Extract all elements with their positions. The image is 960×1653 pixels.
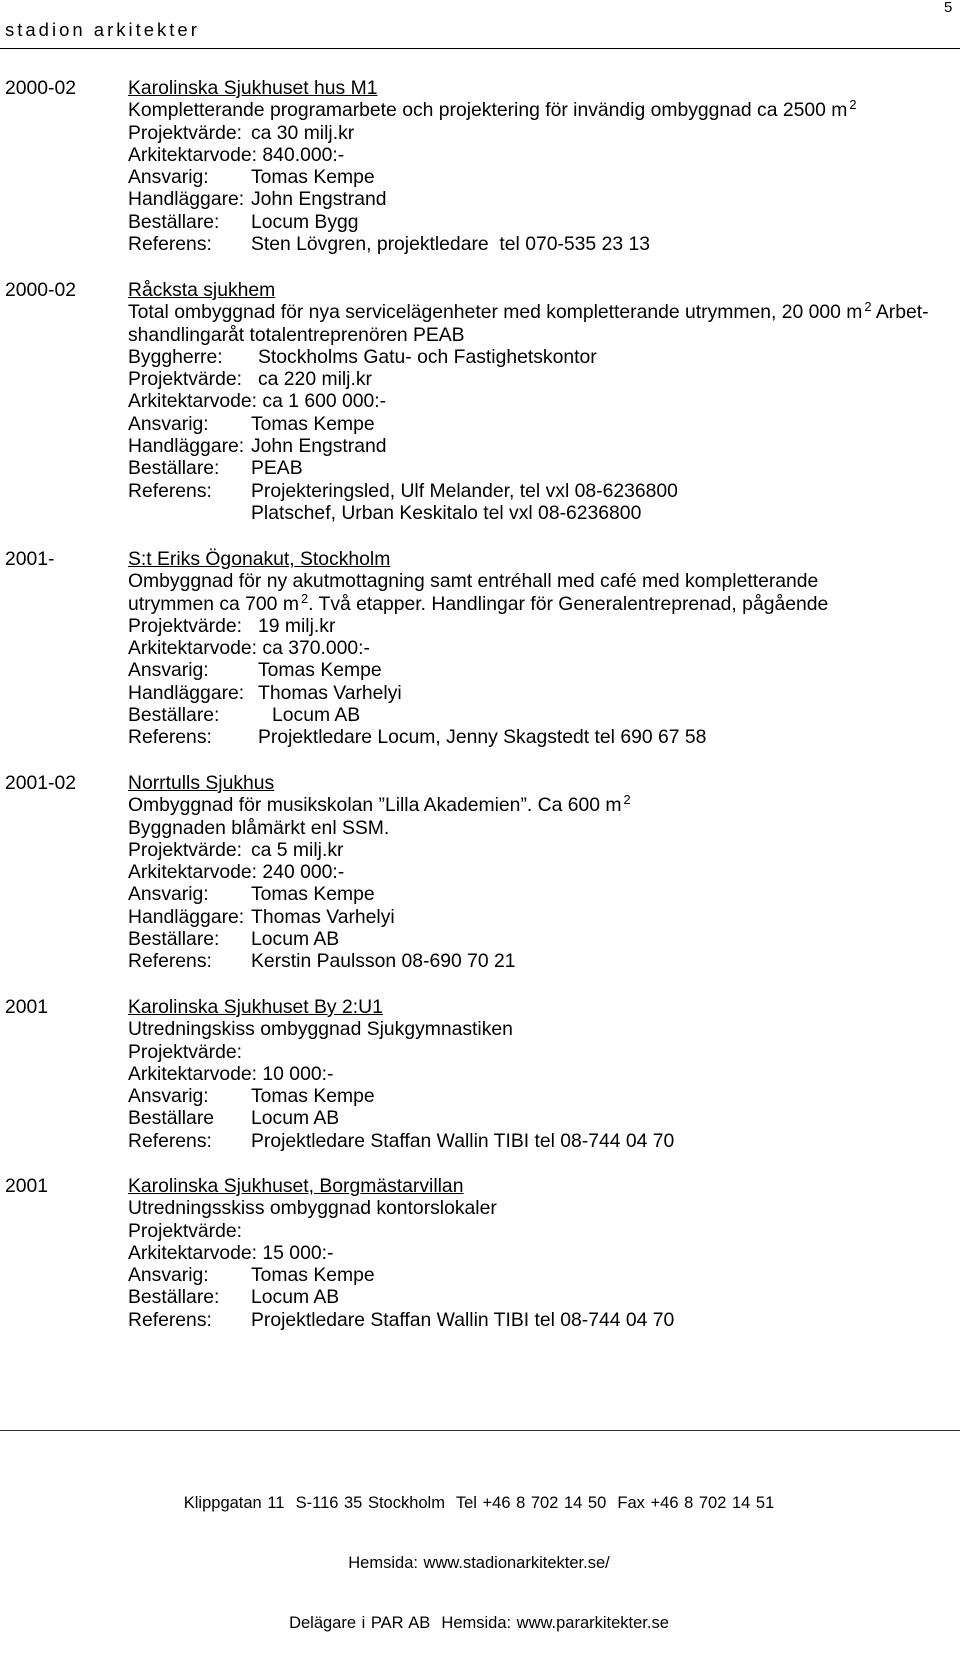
handlaggare-row <box>128 188 960 210</box>
superscript: 2 <box>300 590 309 606</box>
handlaggare-label: Handläggare: <box>128 681 245 704</box>
referens-value: Platschef, Urban Keskitalo tel vxl 08-6236800 <box>251 501 642 524</box>
footer-partner: Delägare i PAR AB Hemsida: www.pararkitekter.se <box>289 1614 669 1632</box>
description-line <box>128 590 960 615</box>
description-text: Byggnaden blåmärkt enl SSM. <box>128 816 390 839</box>
handlaggare-row <box>128 906 960 928</box>
bestallare-value: Locum AB <box>251 1286 340 1309</box>
arkitektarvode-row <box>128 637 960 659</box>
project-title: S:t Eriks Ögonakut, Stockholm <box>128 548 391 570</box>
description-text: Kompletterande programarbete och projektering för invändig ombyggnad ca 2500 m <box>128 99 848 122</box>
arkitektarvode-label: Arkitektarvode: <box>128 1062 258 1085</box>
superscript: 2 <box>623 792 631 808</box>
ansvarig-label: Ansvarig: <box>128 1085 209 1108</box>
ansvarig-label: Ansvarig: <box>128 659 209 682</box>
arkitektarvode-value: ca 1 600 000:- <box>262 390 387 413</box>
referens-value: Projektledare Staffan Wallin TIBI tel 08-744 04 70 <box>251 1129 675 1152</box>
footer-website: Hemsida: www.stadionarkitekter.se/ <box>348 1554 610 1572</box>
referens-row <box>128 233 960 255</box>
byggherre-row <box>128 346 960 368</box>
byggherre-value: Stockholms Gatu- och Fastighetskontor <box>258 345 597 368</box>
bestallare-label: Beställare <box>128 1107 215 1130</box>
projektvarde-row <box>128 615 960 637</box>
ansvarig-row <box>128 413 960 435</box>
description-line <box>128 570 960 592</box>
referens-row <box>128 480 960 502</box>
referens-continuation-row <box>128 502 960 524</box>
project-details <box>128 1175 960 1331</box>
ansvarig-label: Ansvarig: <box>128 883 209 906</box>
arkitektarvode-value: 840.000:- <box>262 143 345 166</box>
bestallare-label: Beställare: <box>128 704 220 727</box>
ansvarig-label: Ansvarig: <box>128 412 209 435</box>
byggherre-label: Byggherre: <box>128 345 223 368</box>
arkitektarvode-row <box>128 144 960 166</box>
arkitektarvode-value: ca 370.000:- <box>262 637 370 660</box>
footer <box>0 1453 958 1653</box>
arkitektarvode-row <box>128 861 960 883</box>
projektvarde-label: Projektvärde: <box>128 368 242 391</box>
ansvarig-row <box>128 659 960 681</box>
ansvarig-label: Ansvarig: <box>128 1264 209 1287</box>
projektvarde-label: Projektvärde: <box>128 1219 242 1242</box>
project-details <box>128 77 960 255</box>
referens-value: Projekteringsled, Ulf Melander, tel vxl 08-6236800 <box>251 479 678 502</box>
ansvarig-value: Tomas Kempe <box>251 883 375 906</box>
superscript: 2 <box>864 299 872 315</box>
projektvarde-value: ca 220 milj.kr <box>258 368 372 391</box>
projektvarde-value: 19 milj.kr <box>258 614 336 637</box>
projektvarde-row <box>128 122 960 144</box>
bestallare-row <box>128 928 960 950</box>
handlaggare-value: Thomas Varhelyi <box>258 681 402 704</box>
projektvarde-row <box>128 1220 960 1242</box>
description-line <box>128 1197 960 1219</box>
superscript: 2 <box>849 97 857 113</box>
footer-address: Klippgatan 11 S-116 35 Stockholm Tel +46 8 702 14 50 Fax +46 8 702 14 51 <box>183 1494 775 1512</box>
referens-value: Projektledare Staffan Wallin TIBI tel 08-744 04 70 <box>251 1308 675 1331</box>
projektvarde-value: ca 30 milj.kr <box>251 121 355 144</box>
ansvarig-value: Tomas Kempe <box>251 166 375 189</box>
projektvarde-label: Projektvärde: <box>128 614 242 637</box>
description-text-after: Arbet- <box>871 301 929 324</box>
referens-label: Referens: <box>128 726 212 749</box>
arkitektarvode-label: Arkitektarvode: <box>128 390 258 413</box>
handlaggare-value: John Engstrand <box>251 435 387 458</box>
ansvarig-row <box>128 883 960 905</box>
project-date: 2001 <box>5 996 49 1018</box>
project-date: 2001-02 <box>5 772 76 794</box>
ansvarig-value: Tomas Kempe <box>251 412 375 435</box>
projektvarde-label: Projektvärde: <box>128 1040 242 1063</box>
projektvarde-row <box>128 839 960 861</box>
arkitektarvode-label: Arkitektarvode: <box>128 637 258 660</box>
bestallare-label: Beställare: <box>128 1286 220 1309</box>
bestallare-value: Locum AB <box>251 928 340 951</box>
arkitektarvode-label: Arkitektarvode: <box>128 143 258 166</box>
firm-name: stadion arkitekter <box>5 19 200 40</box>
project-title: Råcksta sjukhem <box>128 279 276 301</box>
description-text: Ombyggnad för musikskolan ”Lilla Akademien”. Ca 600 m <box>128 794 622 817</box>
projektvarde-label: Projektvärde: <box>128 838 242 861</box>
bestallare-label: Beställare: <box>128 457 220 480</box>
project-title: Karolinska Sjukhuset By 2:U1 <box>128 996 383 1018</box>
bestallare-value: Locum AB <box>272 704 361 727</box>
project-details <box>128 996 960 1152</box>
arkitektarvode-row <box>128 1063 960 1085</box>
referens-row <box>128 726 960 748</box>
referens-row <box>128 1130 960 1152</box>
referens-value: Projektledare Locum, Jenny Skagstedt tel 690 67 58 <box>258 726 707 749</box>
handlaggare-label: Handläggare: <box>128 435 245 458</box>
handlaggare-value: John Engstrand <box>251 188 387 211</box>
project-title: Karolinska Sjukhuset hus M1 <box>128 77 378 99</box>
description-text: utrymmen ca 700 m <box>128 592 299 615</box>
description-text: Utredningskiss ombyggnad Sjukgymnastiken <box>128 1018 513 1041</box>
arkitektarvode-label: Arkitektarvode: <box>128 861 258 884</box>
handlaggare-row <box>128 682 960 704</box>
project-title: Norrtulls Sjukhus <box>128 772 275 794</box>
referens-label: Referens: <box>128 233 212 256</box>
description-text: Total ombyggnad för nya servicelägenheter med kompletterande utrymmen, 20 000 m <box>128 301 863 324</box>
bestallare-value: Locum AB <box>251 1107 340 1130</box>
referens-value: Sten Lövgren, projektledare tel 070-535 23 13 <box>251 233 650 256</box>
project-date: 2001- <box>5 548 55 570</box>
project-details <box>128 772 960 973</box>
projektvarde-value: ca 5 milj.kr <box>251 838 344 861</box>
bestallare-value: PEAB <box>251 457 303 480</box>
handlaggare-value: Thomas Varhelyi <box>251 905 395 928</box>
description-text: Utredningsskiss ombyggnad kontorslokaler <box>128 1197 497 1220</box>
ansvarig-value: Tomas Kempe <box>251 1264 375 1287</box>
description-line <box>128 99 960 121</box>
description-line <box>128 301 960 323</box>
bestallare-value: Locum Bygg <box>251 210 359 233</box>
bestallare-label: Beställare: <box>128 210 220 233</box>
project-title: Karolinska Sjukhuset, Borgmästarvillan <box>128 1175 464 1197</box>
page-number: 5 <box>944 0 953 16</box>
description-line <box>128 324 960 346</box>
arkitektarvode-value: 240 000:- <box>262 861 345 884</box>
description-line <box>128 794 960 816</box>
project-date: 2000-02 <box>5 279 76 301</box>
referens-label: Referens: <box>128 1129 212 1152</box>
description-text: Ombyggnad för ny akutmottagning samt entréhall med café med kompletterande <box>128 570 819 593</box>
referens-label: Referens: <box>128 950 212 973</box>
projektvarde-row <box>128 1041 960 1063</box>
referens-row <box>128 950 960 972</box>
referens-label: Referens: <box>128 1308 212 1331</box>
projektvarde-label: Projektvärde: <box>128 121 242 144</box>
bestallare-row <box>128 211 960 233</box>
bestallare-row <box>128 1286 960 1308</box>
referens-label: Referens: <box>128 479 212 502</box>
handlaggare-row <box>128 435 960 457</box>
referens-row <box>128 1309 960 1331</box>
referens-value: Kerstin Paulsson 08-690 70 21 <box>251 950 516 973</box>
header-rule <box>0 48 960 49</box>
bestallare-row <box>128 1107 960 1129</box>
ansvarig-row <box>128 166 960 188</box>
handlaggare-label: Handläggare: <box>128 188 245 211</box>
ansvarig-value: Tomas Kempe <box>258 659 382 682</box>
project-details <box>128 548 960 749</box>
ansvarig-label: Ansvarig: <box>128 166 209 189</box>
ansvarig-row <box>128 1085 960 1107</box>
bestallare-row <box>128 704 960 726</box>
description-line <box>128 817 960 839</box>
project-date: 2000-02 <box>5 77 76 99</box>
bestallare-label: Beställare: <box>128 928 220 951</box>
ansvarig-value: Tomas Kempe <box>251 1085 375 1108</box>
projektvarde-row <box>128 368 960 390</box>
arkitektarvode-value: 15 000:- <box>262 1241 334 1264</box>
footer-rule <box>0 1430 960 1431</box>
project-details <box>128 279 960 524</box>
description-text-after: . Två etapper. Handlingar för Generalentreprenad, pågående <box>308 592 829 615</box>
arkitektarvode-row <box>128 1242 960 1264</box>
ansvarig-row <box>128 1264 960 1286</box>
description-text: shandlingaråt totalentreprenören PEAB <box>128 323 465 346</box>
arkitektarvode-label: Arkitektarvode: <box>128 1241 258 1264</box>
handlaggare-label: Handläggare: <box>128 905 245 928</box>
description-line <box>128 1018 960 1040</box>
arkitektarvode-value: 10 000:- <box>262 1062 334 1085</box>
project-date: 2001 <box>5 1175 49 1197</box>
bestallare-row <box>128 457 960 479</box>
arkitektarvode-row <box>128 390 960 412</box>
